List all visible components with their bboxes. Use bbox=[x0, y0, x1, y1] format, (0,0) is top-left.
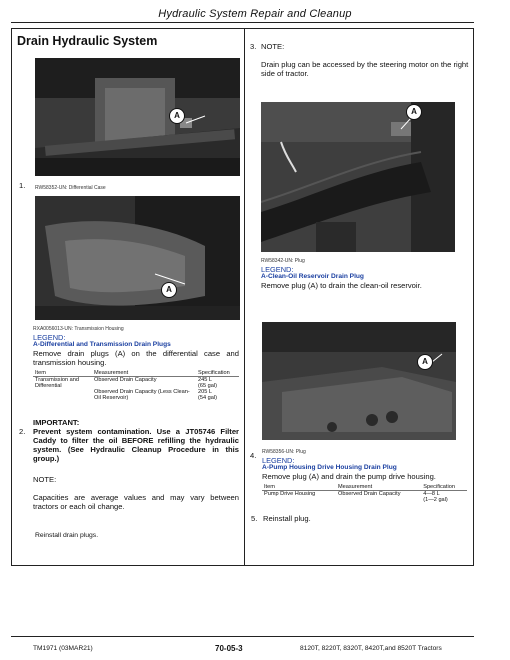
col-item: Item bbox=[262, 484, 336, 491]
callout-a-fig1: A bbox=[169, 108, 185, 124]
fig2-caption: RXA0056013-UN: Transmission Housing bbox=[33, 326, 124, 332]
left-spec-table bbox=[33, 370, 239, 401]
table-row bbox=[262, 491, 467, 504]
col-specification: Specification bbox=[421, 484, 467, 491]
row-spec bbox=[196, 389, 239, 401]
legend-item-a: A-Differential and Transmission Drain Plugs bbox=[33, 341, 171, 348]
step-3-text: Drain plug can be accessed by the steering motor on the right side of tractor. bbox=[261, 60, 469, 78]
spec-imperial: (1—2 gal) bbox=[423, 497, 448, 503]
row-measurement: Observed Drain Capacity bbox=[94, 377, 157, 383]
fig4-caption: RW58356-UN: Plug bbox=[262, 449, 306, 455]
col-measurement: Measurement bbox=[336, 484, 421, 491]
spec-metric: 205 L bbox=[198, 389, 212, 395]
step-3-number: 3. bbox=[250, 42, 257, 51]
section-title: Drain Hydraulic System bbox=[17, 34, 158, 48]
step-4-number: 4. bbox=[250, 451, 257, 460]
header-rule bbox=[11, 22, 474, 23]
col-item: Item bbox=[33, 370, 92, 377]
important-label: IMPORTANT: bbox=[33, 418, 80, 427]
pump-drive-housing-photo bbox=[262, 322, 456, 440]
column-divider bbox=[244, 28, 245, 566]
row-spec bbox=[421, 491, 467, 504]
note-label: NOTE: bbox=[33, 475, 57, 484]
spec-metric: 4—8 L bbox=[423, 491, 440, 497]
step-5-number: 5. bbox=[251, 514, 258, 523]
legend4-item-a: A-Pump Housing Drive Housing Drain Plug bbox=[262, 464, 397, 471]
legend3-label: LEGEND: bbox=[261, 265, 294, 274]
col-measurement: Measurement bbox=[92, 370, 196, 377]
row-measurement: Observed Drain Capacity (Less Clean-Oil Reservoir) bbox=[94, 389, 190, 401]
clean-oil-reservoir-illustration bbox=[261, 102, 455, 252]
step-5-text: Reinstall plug. bbox=[263, 514, 311, 523]
footer-doc-id: TM1971 (03MAR21) bbox=[33, 645, 93, 652]
legend-label: LEGEND: bbox=[33, 333, 66, 342]
table-row bbox=[33, 389, 239, 401]
callout-a-fig3: A bbox=[406, 104, 422, 120]
page-header-title: Hydraulic System Repair and Cleanup bbox=[158, 8, 352, 20]
step-3-note-label: NOTE: bbox=[261, 42, 285, 51]
differential-case-photo bbox=[35, 58, 240, 176]
callout-a-fig4: A bbox=[417, 354, 433, 370]
legend3-item-a: A-Clean-Oil Reservoir Drain Plug bbox=[261, 273, 364, 280]
reinstall-drain-plugs: Reinstall drain plugs. bbox=[35, 532, 99, 539]
row-measurement: Observed Drain Capacity bbox=[338, 491, 401, 497]
clean-oil-reservoir-photo bbox=[261, 102, 455, 252]
spec-imperial: (65 gal) bbox=[198, 383, 217, 389]
footer-page-number: 70-05-3 bbox=[215, 644, 243, 653]
differential-case-illustration bbox=[35, 58, 240, 176]
step-2-number: 2. bbox=[19, 427, 26, 436]
pump-drive-housing-illustration bbox=[262, 322, 456, 440]
spec-metric: 245 L bbox=[198, 377, 212, 383]
row-item bbox=[33, 389, 92, 401]
step-2-text: Prevent system contamination. Use a JT05746 Filter Caddy to filter the oil BEFORE refilling the hydraulic system. (See Hydraulic Cleanup Procedure in this group.) bbox=[33, 427, 239, 463]
row-item: Pump Drive Housing bbox=[264, 491, 316, 497]
legend4-label: LEGEND: bbox=[262, 456, 295, 465]
col-specification: Specification bbox=[196, 370, 239, 377]
footer-rule bbox=[11, 636, 474, 637]
pump-drive-instruction: Remove plug (A) and drain the pump drive housing. bbox=[262, 472, 436, 481]
row-item: Transmission and Differential bbox=[35, 377, 79, 389]
clean-oil-instruction: Remove plug (A) to drain the clean-oil reservoir. bbox=[261, 281, 422, 290]
footer-models: 8120T, 8220T, 8320T, 8420T,and 8520T Tractors bbox=[300, 645, 442, 652]
table-row bbox=[33, 377, 239, 390]
right-spec-table bbox=[262, 484, 467, 503]
step-1-number: 1. bbox=[19, 181, 26, 190]
row-spec bbox=[196, 377, 239, 390]
drain-plugs-instruction: Remove drain plugs (A) on the differential case and transmission housing. bbox=[33, 349, 239, 367]
callout-a-fig2: A bbox=[161, 282, 177, 298]
transmission-housing-photo bbox=[35, 196, 240, 320]
spec-imperial: (54 gal) bbox=[198, 395, 217, 401]
fig3-caption: RW58342-UN: Plug bbox=[261, 258, 305, 264]
note-text: Capacities are average values and may vary between tractors or each oil change. bbox=[33, 493, 239, 511]
transmission-housing-illustration bbox=[35, 196, 240, 320]
fig1-caption: RW58352-UN: Differential Case bbox=[35, 185, 106, 191]
